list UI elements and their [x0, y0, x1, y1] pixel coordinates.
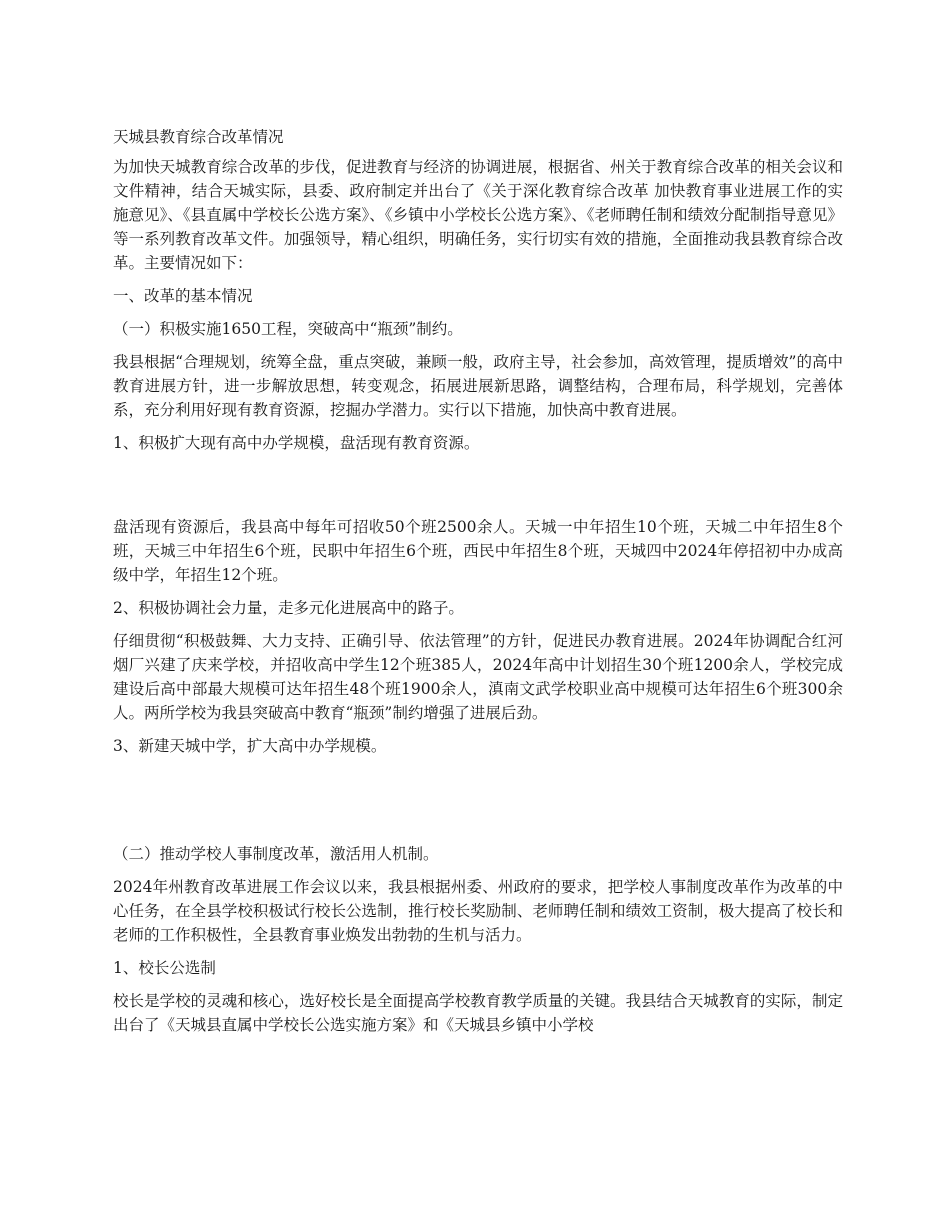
item-heading: 1、积极扩大现有高中办学规模，盘活现有教育资源。 [113, 434, 480, 452]
subsection-heading: （二）推动学校人事制度改革，激活用人机制。 [113, 845, 439, 863]
item-heading: 2、积极协调社会力量，走多元化进展高中的路子。 [113, 599, 464, 617]
subsection-heading: （一）积极实施1650工程，突破高中“瓶颈”制约。 [113, 320, 463, 338]
body-paragraph: 2024年州教育改革进展工作会议以来，我县根据州委、州政府的要求，把学校人事制度改革作为改革的中心任务，在全县学校积极试行校长公选制，推行校长奖励制、老师聘任制和绩效工资制，极大提高了校长和老师的工作积极性，全县教育事业焕发出勃勃的生机与活力。 [113, 878, 843, 944]
body-paragraph: 校长是学校的灵魂和核心，选好校长是全面提高学校教育教学质量的关键。我县结合天城教育的实际，制定出台了《天城县直属中学校长公选实施方案》和《天城县乡镇中小学校 [113, 992, 843, 1034]
body-paragraph: 盘活现有资源后，我县高中每年可招收50个班2500余人。天城一中年招生10个班，天城二中年招生8个班，天城三中年招生6个班，民职中年招生6个班，西民中年招生8个班，天城四中2024年停招初中办成高级中学，年招生12个班。 [113, 518, 843, 584]
intro-paragraph: 为加快天城教育综合改革的步伐，促进教育与经济的协调进展，根据省、州关于教育综合改革的相关会议和文件精神，结合天城实际，县委、政府制定并出台了《关于深化教育综合改革 加快教育事业进展工作的实施意见》、《县直属中学校长公选方案》、《乡镇中小学校长公选方案》、《老师聘任制和绩效分配制指导意见》等一系列教育改革文件。加强领导，精心组织，明确任务，实行切实有效的措施，全面推动我县教育综合改革。主要情况如下： [113, 158, 843, 272]
section-heading: 一、改革的基本情况 [113, 287, 253, 305]
item-heading: 1、校长公选制 [113, 959, 216, 977]
body-paragraph: 我县根据“合理规划，统筹全盘，重点突破，兼顾一般，政府主导，社会参加，高效管理，提质增效”的高中教育进展方针，进一步解放思想，转变观念，拓展进展新思路，调整结构，合理布局，科学规划，完善体系，充分利用好现有教育资源，挖掘办学潜力。实行以下措施，加快高中教育进展。 [113, 353, 843, 419]
document-page [113, 125, 843, 1037]
body-paragraph: 仔细贯彻“积极鼓舞、大力支持、正确引导、依法管理”的方针，促进民办教育进展。2024年协调配合红河烟厂兴建了庆来学校，并招收高中学生12个班385人，2024年高中计划招生30个班1200余人，学校完成建设后高中部最大规模可达年招生48个班1900余人，滇南文武学校职业高中规模可达年招生6个班300余人。两所学校为我县突破高中教育“瓶颈”制约增强了进展后劲。 [113, 632, 843, 722]
item-heading: 3、新建天城中学，扩大高中办学规模。 [113, 737, 387, 755]
document-title: 天城县教育综合改革情况 [113, 128, 284, 146]
